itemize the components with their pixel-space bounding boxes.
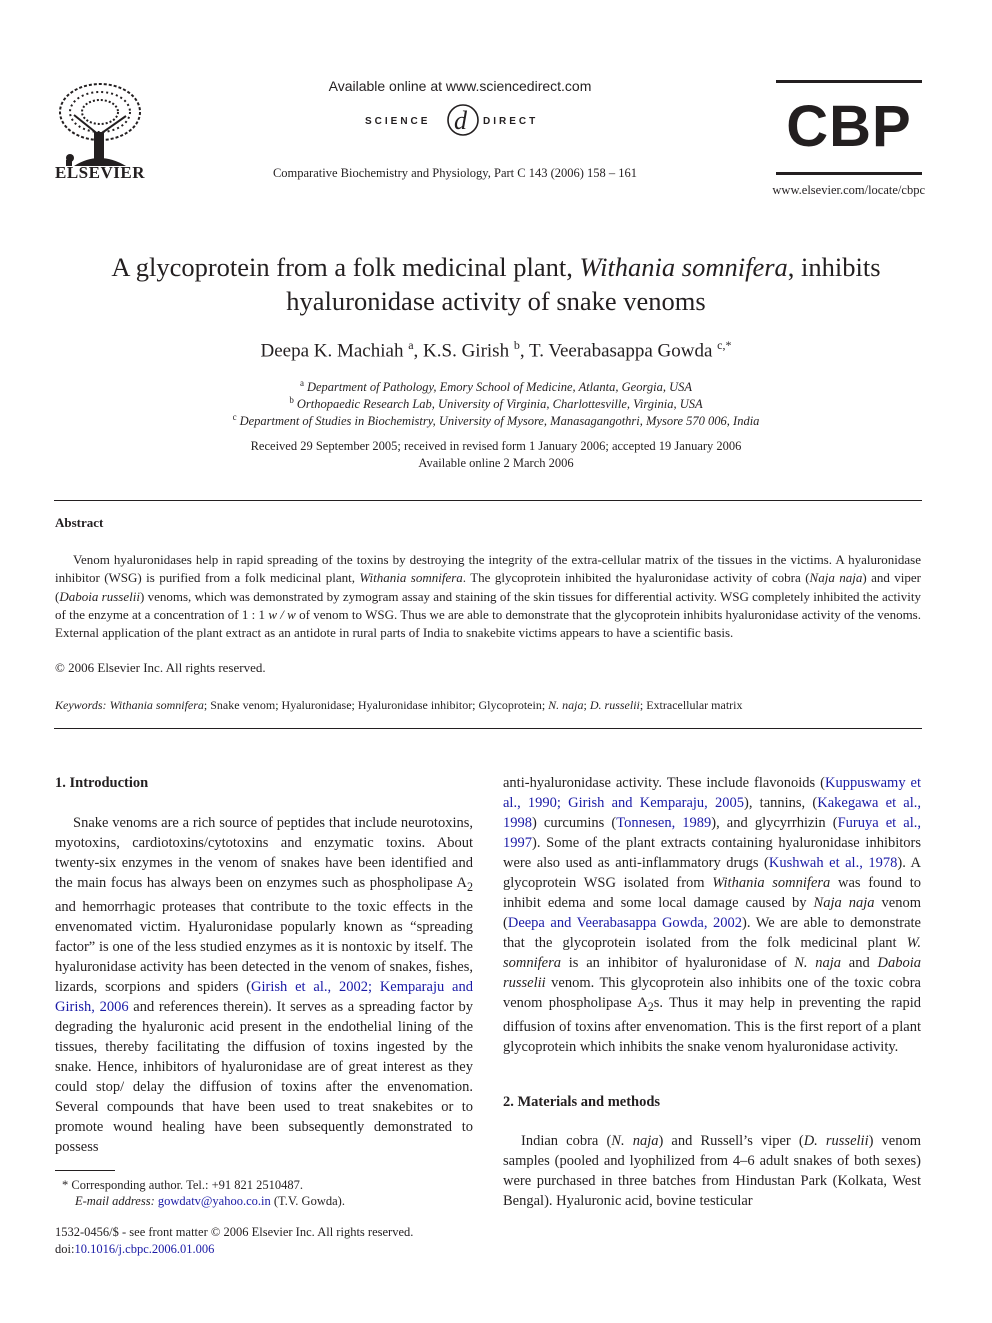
methods-p1-seg-c: ) venom samples (pooled and lyophilized from 4–6 adult snakes of both sexes) were purchased in three batches from Hindustan Park (Kolkata, West Bengal). Hyaluronic acid, bovine testicular <box>503 1133 921 1209</box>
author-1: Deepa K. Machiah <box>260 340 404 362</box>
received-dates: Received 29 September 2005; received in revised form 1 January 2006; accepted 19 January 2006 <box>250 439 742 453</box>
intro-p2-seg-j: is an inhibitor of hyaluronidase of <box>561 955 795 971</box>
title-line2: hyaluronidase activity of snake venoms <box>286 286 706 316</box>
intro-p2-seg-h: venom ( <box>503 895 922 931</box>
intro-p2-italic-5: Daboia russelii <box>503 955 922 991</box>
title-part1: A glycoprotein from a folk medicinal plant, <box>111 252 580 282</box>
intro-paragraph-1 <box>55 813 473 1157</box>
methods-paragraph-1 <box>503 1131 921 1211</box>
author-2: K.S. Girish <box>423 340 510 362</box>
methods-heading: 2. Materials and methods <box>503 1094 661 1110</box>
keyword-1: Withania somnifera <box>109 698 204 712</box>
keyword-2: ; Snake venom; Hyaluronidase; Hyaluronidase inhibitor; Glycoprotein; <box>203 698 549 712</box>
journal-reference: Comparative Biochemistry and Physiology, Part C 143 (2006) 158 – 161 <box>272 166 638 180</box>
corresponding-author-note: * Corresponding author. Tel.: +91 821 2510487. <box>62 1178 303 1192</box>
keyword-4: D. russelii <box>589 698 640 712</box>
keyword-sep: ; <box>583 698 590 712</box>
citation-deepa-2002[interactable]: Deepa and Veerabasappa Gowda, 2002 <box>507 915 743 931</box>
doi-line <box>55 1241 413 1258</box>
online-date: Available online 2 March 2006 <box>418 456 574 470</box>
intro-paragraph-2 <box>503 773 921 1057</box>
abstract-seg-1: Venom hyaluronidases help in rapid spreading of the toxins by destroying the integrity of the extra-cellular matrix of the tissues in the victims. A hyaluronidase inhibitor (WSG) is purified from a folk medicinal plant, <box>55 552 921 586</box>
intro-p1-seg-a: Snake venoms are a rich source of peptides that include neurotoxins, myotoxins, cardiotoxins/cytotoxins and enzymatic toxins. About twenty-six enzymes in the venom of snakes have been identified and the main focus has always been on enzymes such as phospholipase A <box>55 815 473 891</box>
title-species: Withania somnifera <box>579 252 788 282</box>
doi-link[interactable]: 10.1016/j.cbpc.2006.01.006 <box>74 1242 215 1256</box>
intro-p2-italic-3: W. somnifera <box>503 935 921 971</box>
title-part2: , inhibits <box>787 252 881 282</box>
journal-url[interactable]: www.elsevier.com/locate/cbpc <box>772 183 925 197</box>
email-after: (T.V. Gowda). <box>270 1194 345 1208</box>
article-title <box>50 250 942 318</box>
doi-label: doi: <box>55 1242 75 1256</box>
intro-p2-italic-1: Withania somnifera <box>712 875 831 891</box>
abstract-seg-3: ) and viper ( <box>55 570 922 604</box>
affiliation-b-mark: b <box>289 395 294 405</box>
intro-p1-seg-b: and hemorrhagic proteases that contribute to the toxic effects in the envenomated victim. Hyaluronidase popularly known as “spreading factor” is one of the less studied enzymes as it is nontoxic by itself. The hyaluronidase activity has been detected in the venom of snakes, fishes, lizards, scorpions and spiders ( <box>55 898 473 995</box>
methods-p1-italic-2: D. russelii <box>803 1133 869 1149</box>
intro-p2-sub: 2 <box>647 999 654 1014</box>
issn-line: 1532-0456/$ - see front matter © 2006 Elsevier Inc. All rights reserved. <box>55 1225 414 1239</box>
affiliation-a-mark: a <box>299 378 304 388</box>
abstract-body <box>55 551 921 642</box>
intro-p2-seg-g: was found to inhibit edema and some local damage caused by <box>503 875 921 911</box>
affiliation-c-text: Department of Studies in Biochemistry, University of Mysore, Manasagangothri, Mysore 570 006, India <box>239 414 760 429</box>
abstract-seg-2: . The glycoprotein inhibited the hyaluronidase activity of cobra ( <box>462 570 810 586</box>
author-1-affil: a <box>408 338 414 352</box>
affiliation-b <box>50 395 942 412</box>
intro-p2-seg-d: ), and glycyrrhizin ( <box>711 815 838 831</box>
author-list: Deepa K. Machiah $^a$, K.S. Girish $^b$, T. Veerabasappa Gowda $^{c,*}$ <box>260 338 732 362</box>
keyword-3: N. naja <box>548 698 584 712</box>
email-note <box>75 1194 345 1209</box>
article-dates <box>50 438 942 472</box>
citation-kushwah-1978[interactable]: Kushwah et al., 1978 <box>768 855 898 871</box>
intro-p1-sub: 2 <box>466 879 473 894</box>
svg-text:d: d <box>454 106 467 135</box>
methods-p1-italic-1: N. naja <box>611 1133 659 1149</box>
abstract-copyright: © 2006 Elsevier Inc. All rights reserved. <box>55 660 266 675</box>
abstract-italic-3: Daboia russelii <box>59 588 140 604</box>
affiliation-b-text: Orthopaedic Research Lab, University of Virginia, Charlottesville, Virginia, USA <box>296 397 703 412</box>
intro-p2-seg-m: s. Thus it may help in preventing the rapid diffusion of toxins after envenomation. This is the first report of a plant glycoprotein which inhibits the snake venom hyaluronidase activity. <box>503 995 921 1055</box>
cbp-top-rule <box>776 80 922 83</box>
author-3-affil: c,* <box>717 338 732 352</box>
intro-p2-seg-a: anti-hyaluronidase activity. These include flavonoids ( <box>503 775 826 791</box>
author-email-link[interactable]: gowdatv@yahoo.co.in <box>157 1194 271 1208</box>
footnote-rule <box>55 1170 115 1171</box>
methods-p1-seg-b: ) and Russell’s viper ( <box>658 1133 804 1149</box>
intro-p2-seg-c: ) curcumins ( <box>532 815 617 831</box>
intro-p2-seg-i: ). We are able to demonstrate that the glycoprotein isolated from the folk medicinal plant <box>503 915 921 951</box>
abstract-seg-4: ) venoms, which was demonstrated by zymogram assay and staining of the skin tissues for differential activity. WSG completely inhibited the activity of the enzyme at a concentration of 1 : 1 <box>55 588 921 622</box>
citation-furuya-1997[interactable]: Furuya et al., 1997 <box>503 815 921 851</box>
cbp-journal-logo: CBP <box>786 94 912 159</box>
intro-p2-seg-b: ), tannins, ( <box>744 795 818 811</box>
sciencedirect-logo <box>365 100 565 140</box>
keywords <box>55 698 921 713</box>
intro-p2-seg-l: venom. This glycoprotein also inhibits one of the toxic cobra venom phospholipase A <box>503 975 921 1011</box>
abstract-italic-1: Withania somnifera <box>359 570 463 586</box>
author-2-affil: b <box>513 338 520 352</box>
email-label: E-mail address: <box>75 1194 155 1208</box>
abstract-seg-5: of venom to WSG. Thus we are able to demonstrate that the glycoprotein inhibits hyaluronidase activity of the venoms. External application of the plant extract as an antidote in rural parts of India to snakebite victims appears to have a scientific basis. <box>55 606 921 641</box>
intro-p1-seg-c: and references therein). It serves as a spreading factor by degrading the hyaluronic acid present in the endothelial lining of the tissues, thereby facilitating the diffusion of toxins ingested by the snake. Hence, inhibitors of hyaluronidase are of great interest as they could stop/ delay the diffusion of toxins after the envenomation. Several compounds that have been used to treat snakebites or to promote wound healing have been subsequently demonstrated to possess <box>55 998 474 1155</box>
affiliation-a <box>50 378 942 395</box>
affiliation-c <box>50 412 942 429</box>
front-matter <box>55 1224 413 1258</box>
citation-tonnesen-1989[interactable]: Tonnesen, 1989 <box>616 815 712 831</box>
intro-p2-seg-k: and <box>841 955 878 971</box>
methods-p1-seg-a: Indian cobra ( <box>521 1133 612 1149</box>
affiliation-a-text: Department of Pathology, Emory School of Medicine, Atlanta, Georgia, USA <box>306 380 692 395</box>
intro-p2-seg-f: ). A glycoprotein WSG isolated from <box>503 855 922 891</box>
citation-kakegawa-1998[interactable]: Kakegawa et al., 1998 <box>503 795 922 831</box>
intro-p2-italic-4: N. naja <box>794 955 842 971</box>
elsevier-wordmark: ELSEVIER <box>55 163 145 182</box>
abstract-heading: Abstract <box>55 515 104 530</box>
abstract-top-rule <box>54 500 922 501</box>
available-online-text: Available online at www.sciencedirect.com <box>328 78 592 94</box>
abstract-italic-2: Naja naja <box>809 570 863 586</box>
intro-heading: 1. Introduction <box>55 775 149 791</box>
intro-p2-seg-e: ). Some of the plant extracts containing hyaluronidase inhibitors were also used as anti-inflammatory drugs ( <box>503 835 921 871</box>
abstract-bottom-rule <box>54 728 922 729</box>
sciencedirect-science-word: SCIENCE <box>365 116 431 127</box>
abstract-italic-4: w / w <box>268 606 296 622</box>
keyword-5: ; Extracellular matrix <box>639 698 743 712</box>
affiliation-c-mark: c <box>232 412 237 422</box>
cbp-bottom-rule <box>776 172 922 175</box>
citation-girish-2002[interactable]: Girish et al., 2002; Kemparaju and Girish, 2006 <box>55 978 473 1015</box>
sciencedirect-direct-word: DIRECT <box>483 116 539 127</box>
intro-p2-italic-2: Naja naja <box>813 895 875 911</box>
author-3: T. Veerabasappa Gowda <box>529 340 713 362</box>
citation-kuppuswamy-1990[interactable]: Kuppuswamy et al., 1990; Girish and Kemparaju, 2005 <box>503 775 921 811</box>
keywords-label: Keywords: <box>55 698 107 712</box>
